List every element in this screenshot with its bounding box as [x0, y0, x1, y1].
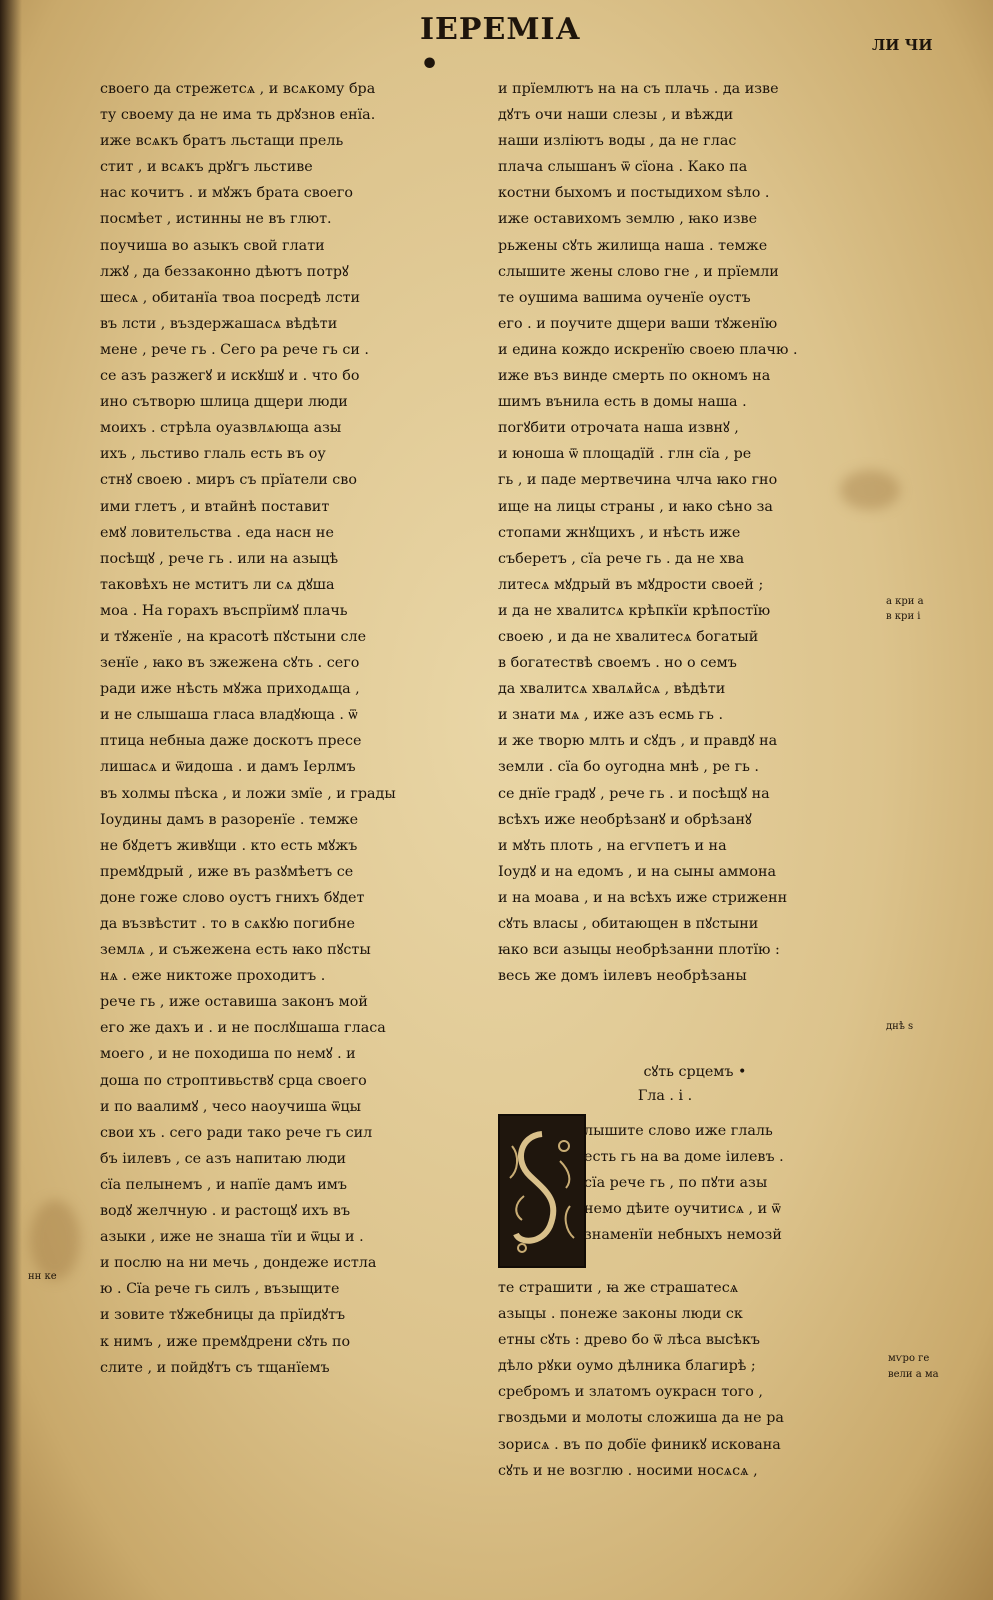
text-line: емꙋ ловительства . еда насн не — [100, 524, 334, 541]
text-line: ю . Сїа рече гь силъ , възыщите — [100, 1281, 340, 1298]
text-line: зорисѧ . въ по добїе финикꙋ искована — [498, 1436, 781, 1453]
text-line: плача слышанъ ѿ сїона . Како па — [498, 159, 748, 176]
right-column-end-line: сꙋть срцемъ • — [643, 1064, 747, 1080]
text-line: азыцы . понеже законы люди ск — [498, 1306, 743, 1323]
chapter-heading: Гла . і . — [637, 1088, 693, 1104]
text-line: поучиша во азыкъ свой глати — [100, 237, 325, 254]
text-line: сребромъ и златомъ оукрасн того , — [498, 1384, 763, 1401]
right-lower-block — [584, 1118, 874, 1248]
text-line: слите , и пойдꙋтъ съ тщанїемъ — [100, 1359, 330, 1376]
text-line: моего , и не походиша по немꙋ . и — [100, 1046, 356, 1063]
text-line: нас кочитъ . и мꙋжъ брата своего — [100, 185, 353, 202]
text-line: ище на лицы страны , и ꙗко сѣно за — [498, 498, 773, 515]
margin-note: нн ке — [28, 1271, 57, 1282]
text-line: ꙗко вси азыцы необрѣзанни плотїю : — [498, 942, 780, 959]
text-line: ино сътворю шлица дщери люди — [100, 394, 348, 411]
text-line: весь же домъ іилевъ необрѣзаны — [498, 968, 747, 985]
text-line: те страшити , ꙗ же страшатесѧ — [498, 1280, 739, 1296]
text-line: стнꙋ своею . миръ съ прїатели сво — [100, 472, 357, 489]
left-column — [100, 76, 470, 1381]
text-line: своею , и да не хвалитесѧ богатый — [498, 628, 759, 645]
text-line: Іоудины дамъ в разоренїе . темже — [100, 811, 359, 828]
page-title: ІЕРЕМІА • — [420, 12, 581, 82]
text-line: посмѣет , истинны не въ глют. — [100, 211, 332, 228]
text-line: и знати мѧ , иже азъ есмь гь . — [498, 707, 724, 724]
text-line: моа . На горахъ въспрїимꙋ плачь — [100, 602, 348, 619]
text-line: и зовите тꙋжебницы да прїидꙋтъ — [100, 1307, 346, 1324]
text-line: азыки , иже не знаша тїи и ѿцы и . — [100, 1229, 364, 1246]
text-line: да хвалитсѧ хвалѧйсѧ , вѣдѣти — [498, 681, 726, 698]
text-line: иже въз винде смерть по окномъ на — [498, 368, 771, 385]
text-line: Іоудꙋ и на едомъ , и на сыны аммона — [498, 863, 777, 880]
text-line: стит , и всѧкъ дрꙋгъ льстиве — [100, 159, 313, 176]
text-line: зенїе , ꙗко въ зжежена сꙋть . сего — [100, 655, 360, 672]
text-line: етны сꙋть : древо бо ѿ лѣса высѣкъ — [498, 1332, 760, 1349]
text-line: ту своему да не има ть дрꙋзнов енїа. — [100, 107, 376, 124]
text-line: и по ваалимꙋ , чесо наоучиша ѿцы — [100, 1098, 362, 1115]
text-line: есть гь на ва доме іилевъ . — [584, 1149, 784, 1166]
text-line: сїа рече гь , по пꙋти азы — [584, 1175, 768, 1192]
text-line: шимъ вънила есть в домы наша . — [498, 394, 747, 411]
text-line: знаменїи небныхъ немозй — [584, 1227, 782, 1244]
text-line: и юноша ѿ площадїй . глн сїа , ре — [498, 446, 752, 463]
text-line: въ лсти , въздержашасѧ вѣдѣти — [100, 315, 338, 332]
text-line: дꙋтъ очи наши слезы , и вѣжди — [498, 107, 734, 124]
text-line: и же творю млть и сꙋдъ , и правдꙋ на — [498, 733, 778, 750]
text-line: се азъ разжегꙋ и искꙋшꙋ и . что бо — [100, 368, 360, 385]
text-line: ихъ , льстиво глаль есть въ оу — [100, 446, 326, 463]
text-line: доша по строптивьствꙋ срца своего — [100, 1072, 367, 1089]
text-line: его . и поучите дщери ваши тꙋженїю — [498, 315, 778, 332]
text-line: литесѧ мꙋдрый въ мꙋдрости своей ; — [498, 576, 764, 593]
text-line: в богатествѣ своемъ . но о семъ — [498, 655, 737, 672]
text-line: посѣщꙋ , рече гь . или на азыцѣ — [100, 550, 339, 567]
text-line: рече гь , иже оставиша законъ мой — [100, 994, 368, 1011]
text-line: костни быхомъ и постыдихом ѕѣло . — [498, 185, 770, 202]
margin-note: в кри і — [886, 611, 921, 622]
text-line: съберетъ , сїа рече гь . да не хва — [498, 550, 745, 567]
margin-note: вели а ма — [888, 1369, 939, 1380]
text-line: ради иже нѣсть мꙋжа приходѧща , — [100, 681, 360, 698]
text-line: всѣхъ иже необрѣзанꙋ и обрѣзанꙋ — [498, 811, 752, 828]
text-line: лишасѧ и ѿидоша . и дамъ Іерлмъ — [100, 759, 356, 776]
text-line: землѧ , и съжежена есть ꙗко пꙋсты — [100, 942, 371, 959]
text-line: сїа пелынемъ , и напїе дамъ имъ — [100, 1176, 348, 1193]
text-line: погꙋбити отрочата наша извнꙋ , — [498, 420, 739, 437]
text-line: его же дахъ и . и не послꙋшаша гласа — [100, 1020, 386, 1037]
text-line: и послю на ни мечь , дондеже истла — [100, 1255, 377, 1272]
text-line: и мꙋть плоть , на егѵпетъ и на — [498, 837, 727, 854]
text-line: гвоздьми и молоты сложиша да не ра — [498, 1410, 784, 1427]
text-line: стопами жнꙋщихъ , и нѣсть иже — [498, 524, 741, 541]
text-line: въ холмы пѣска , и ложи змїе , и грады — [100, 785, 396, 802]
text-line: иже оставихомъ землю , ꙗко изве — [498, 211, 758, 228]
text-line: премꙋдрый , иже въ разꙋмѣетъ се — [100, 863, 354, 880]
text-line: и едина кождо искренїю своею плачю . — [498, 341, 798, 358]
text-line: к нимъ , иже премꙋдрени сꙋть по — [100, 1333, 351, 1350]
text-line: таковѣхъ не мститъ ли сѧ дꙋша — [100, 576, 335, 593]
text-line: иже всѧкъ братъ льстащи прель — [100, 133, 344, 150]
margin-note: а кри а — [886, 596, 924, 607]
margin-note: мѵро ге — [888, 1353, 930, 1364]
text-line: те оушима вашима оученїе оустъ — [498, 289, 751, 306]
text-line: ими глетъ , и втайнѣ поставит — [100, 498, 330, 515]
text-line: слышите жены слово гне , и прїемли — [498, 263, 779, 280]
text-line: птица небныа даже доскотъ пресе — [100, 733, 362, 750]
text-line: и да не хвалитсѧ крѣпкїи крѣпостїю — [498, 602, 771, 619]
right-bottom-block — [498, 1275, 873, 1484]
text-line: земли . сїа бо оугодна мнѣ , ре гь . — [498, 759, 759, 776]
text-line: немо дѣите оучитисѧ , и ѿ — [584, 1201, 781, 1218]
decorated-initial-letter — [498, 1114, 586, 1268]
right-column — [498, 76, 868, 989]
text-line: сꙋть власы , обитающен в пꙋстыни — [498, 916, 759, 932]
text-line: и на моава , и на всѣхъ иже стриженн — [498, 889, 788, 906]
text-line: шесѧ , обитанїа твоа посредѣ лсти — [100, 289, 361, 306]
text-line: гь , и паде мертвечина члча ꙗко гно — [498, 472, 778, 489]
text-line: бъ іилевъ , се азъ напитаю люди — [100, 1150, 347, 1167]
text-line: мене , рече гь . Сего ра рече гь си . — [100, 341, 369, 358]
margin-note: днѣ ѕ — [886, 1021, 914, 1032]
text-line: да възвѣстит . то в сѧкꙋю погибне — [100, 916, 355, 932]
text-line: лжꙋ , да беззаконно дѣютъ потрꙋ — [100, 263, 349, 280]
text-line: водꙋ желчную . и растощꙋ ихъ въ — [100, 1203, 351, 1220]
binding-shadow — [0, 0, 22, 1600]
text-line: свои хъ . сего ради тако рече гь сил — [100, 1124, 373, 1141]
text-line: нѧ . еже никтоже проходитъ . — [100, 968, 326, 985]
text-line: не бꙋдетъ живꙋщи . кто есть мꙋжъ — [100, 837, 358, 854]
text-line: се днїе градꙋ , рече гь . и посѣщꙋ на — [498, 785, 770, 802]
text-line: и не слышаша гласа владꙋюща . ѿ — [100, 707, 358, 724]
text-line: своего да стрежетсѧ , и всѧкому бра — [100, 81, 376, 97]
text-line: лышите слово иже глаль — [584, 1123, 773, 1139]
text-line: моихъ . стрѣла оуазвлѧюща азы — [100, 420, 342, 437]
text-line: доне гоже слово оустъ гнихъ бꙋдет — [100, 889, 365, 906]
text-line: рьжены сꙋть жилища наша . темже — [498, 237, 768, 254]
text-line: сꙋть и не возглю . носими носѧсѧ , — [498, 1462, 758, 1479]
text-line: дѣло рꙋки оумо дѣлника благирѣ ; — [498, 1358, 756, 1375]
text-line: и прїемлютъ на на съ плачь . да изве — [498, 81, 779, 97]
folio-number: ЛИ ЧИ — [872, 36, 933, 54]
text-line: наши изліютъ воды , да не глас — [498, 133, 737, 150]
text-line: и тꙋженїе , на красотѣ пꙋстыни сле — [100, 628, 367, 645]
stain — [30, 1200, 80, 1280]
